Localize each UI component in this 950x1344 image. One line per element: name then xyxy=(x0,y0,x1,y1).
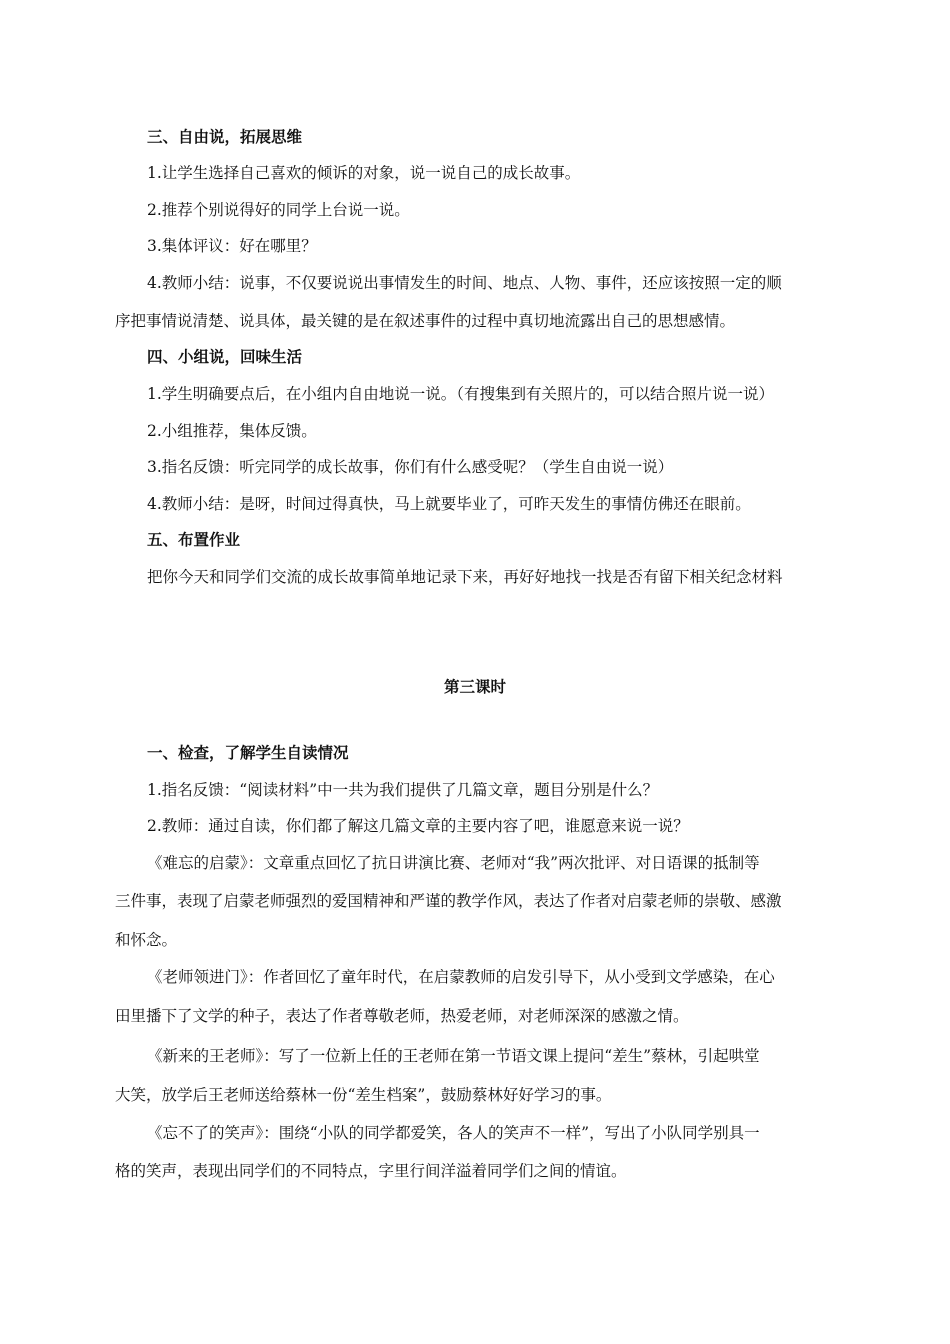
paragraph: 三件事，表现了启蒙老师强烈的爱国精神和严谨的教学作风，表达了作者对启蒙老师的崇敬、感激 xyxy=(115,892,782,910)
paragraph: 《新来的王老师》：写了一位新上任的王老师在第一节语文课上提问“差生”蔡林，引起哄堂 xyxy=(147,1047,760,1065)
paragraph: 2.推荐个别说得好的同学上台说一说。 xyxy=(147,201,410,219)
paragraph: 田里播下了文学的种子，表达了作者尊敬老师，热爱老师，对老师深深的感激之情。 xyxy=(115,1007,689,1025)
paragraph: 1.学生明确要点后，在小组内自由地说一说。（有搜集到有关照片的，可以结合照片说一说） xyxy=(147,385,775,403)
paragraph: 《难忘的启蒙》：文章重点回忆了抗日讲演比赛、老师对“我”两次批评、对日语课的抵制等 xyxy=(147,854,760,872)
section-heading: 四、小组说，回味生活 xyxy=(147,348,303,366)
lesson-title: 第三课时 xyxy=(443,678,506,696)
paragraph: 1.指名反馈：“阅读材料”中一共为我们提供了几篇文章，题目分别是什么？ xyxy=(147,781,659,799)
paragraph: 格的笑声，表现出同学们的不同特点，字里行间洋溢着同学们之间的情谊。 xyxy=(115,1162,627,1180)
paragraph: 把你今天和同学们交流的成长故事简单地记录下来，再好好地找一找是否有留下相关纪念材料 xyxy=(147,568,783,586)
paragraph: 4.教师小结：是呀，时间过得真快，马上就要毕业了，可昨天发生的事情仿佛还在眼前。 xyxy=(147,495,751,513)
paragraph: 《忘不了的笑声》：围绕“小队的同学都爱笑，各人的笑声不一样”，写出了小队同学别具一 xyxy=(147,1124,760,1142)
paragraph: 4.教师小结：说事，不仅要说说出事情发生的时间、地点、人物、事件，还应该按照一定的顺 xyxy=(147,274,782,292)
paragraph: 3.指名反馈：听完同学的成长故事，你们有什么感受呢？（学生自由说一说） xyxy=(147,458,674,476)
section-heading: 三、自由说，拓展思维 xyxy=(147,128,303,146)
paragraph: 2.小组推荐，集体反馈。 xyxy=(147,422,317,440)
section-heading: 五、布置作业 xyxy=(147,531,241,549)
paragraph: 序把事情说清楚、说具体，最关键的是在叙述事件的过程中真切地流露出自己的思想感情。 xyxy=(115,312,736,330)
paragraph: 1.让学生选择自己喜欢的倾诉的对象，说一说自己的成长故事。 xyxy=(147,164,581,182)
paragraph: 和怀念。 xyxy=(115,931,178,949)
paragraph: 2.教师：通过自读，你们都了解这几篇文章的主要内容了吧，谁愿意来说一说？ xyxy=(147,817,689,835)
paragraph: 3.集体评议：好在哪里？ xyxy=(147,237,317,255)
paragraph: 大笑，放学后王老师送给蔡林一份“差生档案”，鼓励蔡林好好学习的事。 xyxy=(115,1086,612,1104)
paragraph: 《老师领进门》：作者回忆了童年时代，在启蒙教师的启发引导下，从小受到文学感染，在心 xyxy=(147,968,775,986)
section-heading: 一、检查，了解学生自读情况 xyxy=(147,744,349,762)
